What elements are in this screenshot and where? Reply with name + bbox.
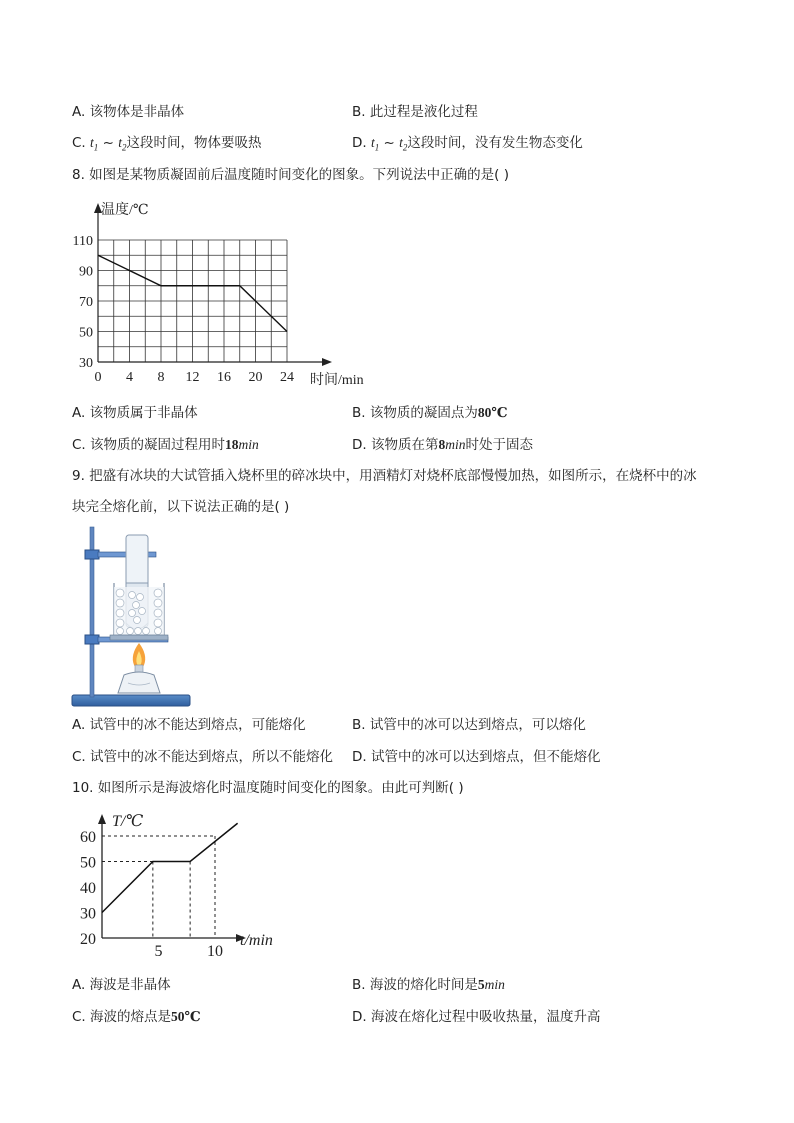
x-tick-label: 0 <box>94 370 102 385</box>
x-axis-label: 时间/min <box>310 373 364 388</box>
option-text: C. 海波的熔点是 <box>72 1009 172 1025</box>
y-tick-label: 30 <box>79 356 93 371</box>
q8-stem: 8. 如图是某物质凝固前后温度随时间变化的图象。下列说法中正确的是( ) <box>72 167 509 183</box>
option-unit: min <box>484 977 505 992</box>
x-tick-label: 8 <box>157 370 165 385</box>
q8-option-b[interactable] <box>352 404 508 422</box>
q10-option-d[interactable]: D. 海波在熔化过程中吸收热量，温度升高 <box>352 1009 601 1025</box>
option-label: C. <box>72 135 91 151</box>
q7-option-a[interactable]: A. 该物体是非晶体 <box>72 104 185 120</box>
y-tick-label: 110 <box>72 234 93 249</box>
y-tick-label: 20 <box>80 931 96 948</box>
option-value: 50℃ <box>171 1009 201 1024</box>
option-label: D. <box>352 135 371 151</box>
q8-option-c[interactable] <box>72 436 259 454</box>
q7-option-b[interactable]: B. 此过程是液化过程 <box>352 104 478 120</box>
y-tick-label: 30 <box>80 905 96 923</box>
q8-chart <box>70 195 380 395</box>
y-axis-label: 温度/℃ <box>101 203 149 218</box>
wire-gauze <box>110 635 168 640</box>
q10-option-a[interactable]: A. 海波是非晶体 <box>72 977 171 993</box>
tilde: ~ <box>379 135 400 151</box>
q9-option-b[interactable]: B. 试管中的冰可以达到熔点，可以熔化 <box>352 717 586 733</box>
option-text: 这段时间，没有发生物态变化 <box>407 135 583 151</box>
upper-clamp <box>85 550 99 559</box>
option-text: 时处于固态 <box>465 437 533 453</box>
option-value: 80℃ <box>477 405 508 420</box>
option-text: 这段时间，物体要吸热 <box>126 135 262 151</box>
option-text: D. 该物质在第 <box>352 437 439 453</box>
x-axis-label: t/min <box>240 932 273 949</box>
y-tick-label: 70 <box>79 295 93 310</box>
y-tick-label: 40 <box>80 880 96 897</box>
x-tick-label: 20 <box>248 370 263 385</box>
var-t1: $t_1$ <box>370 135 380 153</box>
q9-apparatus-figure <box>70 523 195 709</box>
x-tick-label: 10 <box>207 943 223 960</box>
x-tick-label: 5 <box>154 943 163 960</box>
x-tick-label: 12 <box>185 370 200 385</box>
q10-option-b[interactable] <box>352 976 505 994</box>
q9-stem-line1: 9. 把盛有冰块的大试管插入烧杯里的碎冰块中，用酒精灯对烧杯底部慢慢加热，如图所示，在烧杯中的冰 <box>72 468 697 484</box>
y-tick-label: 90 <box>79 264 93 280</box>
var-t2: $t_2$ <box>118 135 127 153</box>
option-text: B. 海波的熔化时间是 <box>352 977 478 993</box>
q7-option-d[interactable] <box>352 134 583 157</box>
q7-option-c[interactable] <box>72 134 261 157</box>
stand-base <box>72 695 190 706</box>
q9-option-c[interactable]: C. 试管中的冰不能达到熔点，所以不能熔化 <box>72 749 334 765</box>
q10-option-c[interactable] <box>72 1008 201 1026</box>
tilde: ~ <box>98 135 119 151</box>
x-tick-label: 4 <box>126 370 133 385</box>
option-number: 18 <box>225 437 239 452</box>
q8-option-a[interactable]: A. 该物质属于非晶体 <box>72 405 198 421</box>
x-axis-arrow <box>322 358 332 366</box>
y-tick-label: 50 <box>80 854 96 872</box>
y-axis-label: T/℃ <box>112 813 144 830</box>
option-number: 8 <box>438 437 446 452</box>
var-t2: $t_2$ <box>399 135 408 153</box>
y-tick-label: 50 <box>79 325 93 341</box>
series-line <box>102 823 238 912</box>
y-axis-arrow <box>98 814 106 824</box>
x-tick-label: 24 <box>280 370 294 385</box>
q8-option-d[interactable] <box>352 436 533 454</box>
q10-chart <box>70 808 290 968</box>
x-tick-label: 16 <box>217 370 231 385</box>
option-unit: min <box>238 437 259 452</box>
alcohol-lamp <box>118 665 160 693</box>
option-text: B. 该物质的凝固点为 <box>352 405 478 421</box>
q9-option-d[interactable]: D. 试管中的冰可以达到熔点，但不能熔化 <box>352 749 601 765</box>
q9-stem-line2: 块完全熔化前，以下说法正确的是( ) <box>72 499 290 515</box>
y-tick-label: 60 <box>80 829 96 846</box>
option-number: 5 <box>477 977 485 992</box>
option-text: C. 该物质的凝固过程用时 <box>72 437 226 453</box>
lower-clamp <box>85 635 99 644</box>
var-t1: $t_1$ <box>90 135 99 153</box>
q9-option-a[interactable]: A. 试管中的冰不能达到熔点，可能熔化 <box>72 717 306 733</box>
q10-stem: 10. 如图所示是海波熔化时温度随时间变化的图象。由此可判断( ) <box>72 780 464 796</box>
option-unit: min <box>445 437 466 452</box>
